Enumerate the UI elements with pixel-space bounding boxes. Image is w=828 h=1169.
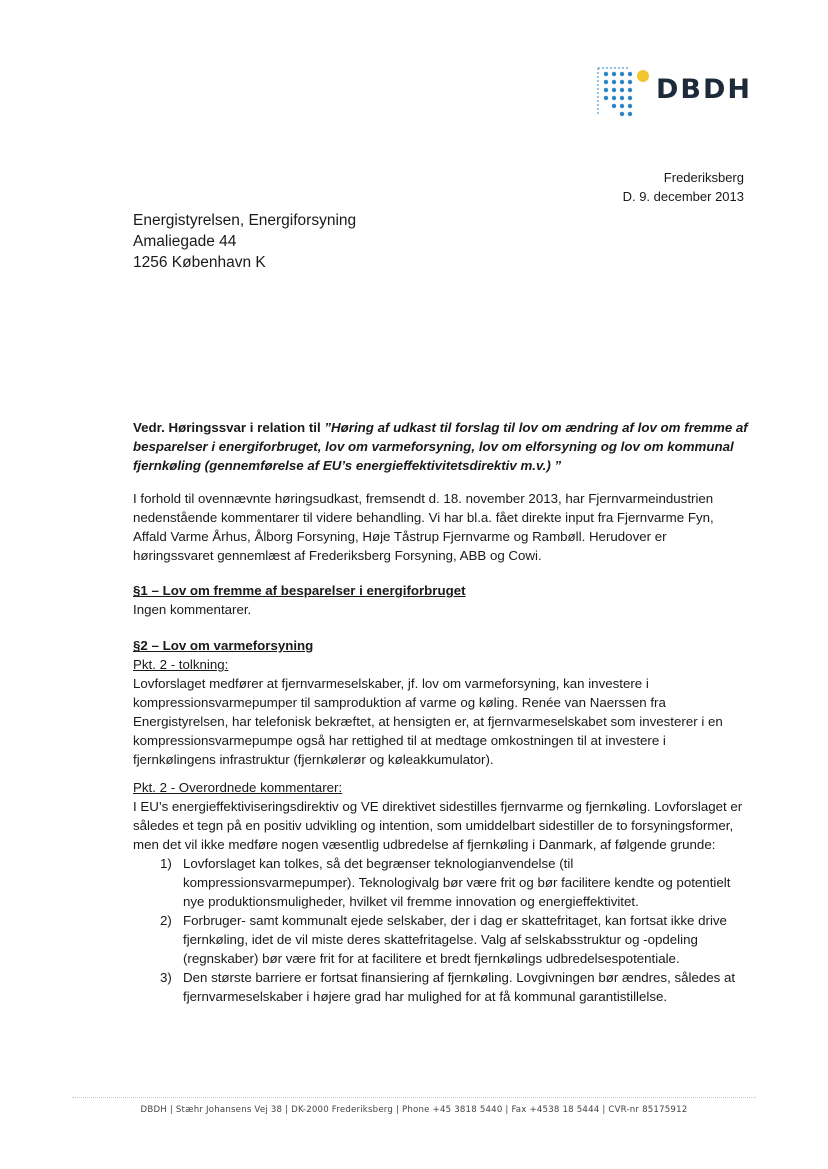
letter-date: D. 9. december 2013 [622, 189, 744, 204]
list-item [133, 854, 748, 911]
section-1-heading: §1 – Lov om fremme af besparelser i energiforbruget [133, 583, 466, 598]
subject-lead: Vedr. Høringssvar i relation til [133, 420, 325, 435]
dbdh-logo [596, 66, 756, 118]
pkt-overordnede [133, 778, 748, 1006]
list-item-text: Lovforslaget kan tolkes, så det begrænser teknologianvendelse (til kompressionsvarmepumper). Teknologivalg bør være frit og bør facilitere kendte og potentielt nye produktionsmuligheder, hvilket vil fremme innovation og energieffektivitet. [183, 856, 731, 909]
pkt-overordnede-heading: Pkt. 2 - Overordnede kommentarer: [133, 780, 343, 795]
subject-title: ”Høring af udkast til forslag til lov om ændring af lov om fremme af besparelser i energiforbruget, lov om varmeforsyning, lov om elforsyning og lov om kommunal fjernkøling (gennemførelse af EU’s energieffektivitetsdirektiv m.v.) ” [133, 420, 748, 473]
recipient-street: Amaliegade 44 [133, 233, 237, 250]
reasons-list [133, 854, 748, 1006]
section-1 [133, 581, 748, 619]
pkt-tolkning-heading: Pkt. 2 - tolkning: [133, 657, 229, 672]
list-item-text: Forbruger- samt kommunalt ejede selskaber, der i dag er skattefritaget, kan fortsat ikke drive fjernkøling, idet de vil miste deres skattefritagelse. Valg af selskabsstruktur og -opdeling (regnskaber) bør være frit for at facilitere et bredt fjernkølings udbredelsespotentiale. [183, 913, 727, 966]
recipient-name: Energistyrelsen, Energiforsyning [133, 212, 357, 229]
logo-dot-grid-icon [596, 66, 652, 118]
list-item-number: 3) [160, 970, 172, 985]
subject-line [133, 418, 748, 475]
list-item-number: 2) [160, 913, 172, 928]
recipient-city: 1256 København K [133, 254, 266, 271]
intro-paragraph: I forhold til ovennævnte høringsudkast, fremsendt d. 18. november 2013, har Fjernvarmeindustrien nedenstående kommentarer til videre behandling. Vi har bl.a. fået direkte input fra Fjernvarme Fyn, Affald Varme Århus, Ålborg Forsyning, Høje Tåstrup Fjernvarme og Rambøll. Herudover er høringssvaret gennemlæst af Frederiksberg Forsyning, ABB og Cowi. [133, 491, 714, 563]
pkt-overordnede-text: I EU’s energieffektiviseringsdirektiv og VE direktivet sidestilles fjernvarme og fjernkøling. Lovforslaget er således et tegn på en positiv udvikling og intention, som umiddelbart sidestiller de to forsyningsformer, men det vil ikke medføre nogen væsentlig udbredelse af fjernkøling i Danmark, af følgende grunde: [133, 799, 743, 852]
logo-text: DBDH [656, 74, 753, 105]
footer-divider [72, 1097, 756, 1098]
footer-contact-line: DBDH | Stæhr Johansens Vej 38 | DK-2000 Frederiksberg | Phone +45 3818 5440 | Fax +4538 18 5444 | CVR-nr 85175912 [140, 1105, 688, 1115]
sender-city: Frederiksberg [663, 170, 744, 185]
list-item [133, 911, 748, 968]
pkt-tolkning-text: Lovforslaget medfører at fjernvarmeselskaber, jf. lov om varmeforsyning, kan investere i kompressionsvarmepumper til samproduktion af varme og køling. Renée van Naerssen fra Energistyrelsen, har telefonisk bekræftet, at hensigten er, at fjernvarmeselskabet som investerer i en kompressionsvarmepumpe også har rettighed til at medtage omkostningen til at investere i fjernkølingens infrastruktur (fjernkølerør og køleakkumulator). [133, 676, 723, 767]
section-2-heading: §2 – Lov om varmeforsyning [133, 638, 314, 653]
section-2 [133, 636, 748, 769]
list-item-text: Den største barriere er fortsat finansiering af fjernkøling. Lovgivningen bør ændres, således at fjernvarmeselskaber i højere grad har mulighed for at få kommunal garantistillelse. [183, 970, 736, 1004]
list-item [133, 968, 748, 1006]
section-1-text: Ingen kommentarer. [133, 602, 252, 617]
list-item-number: 1) [160, 856, 172, 871]
